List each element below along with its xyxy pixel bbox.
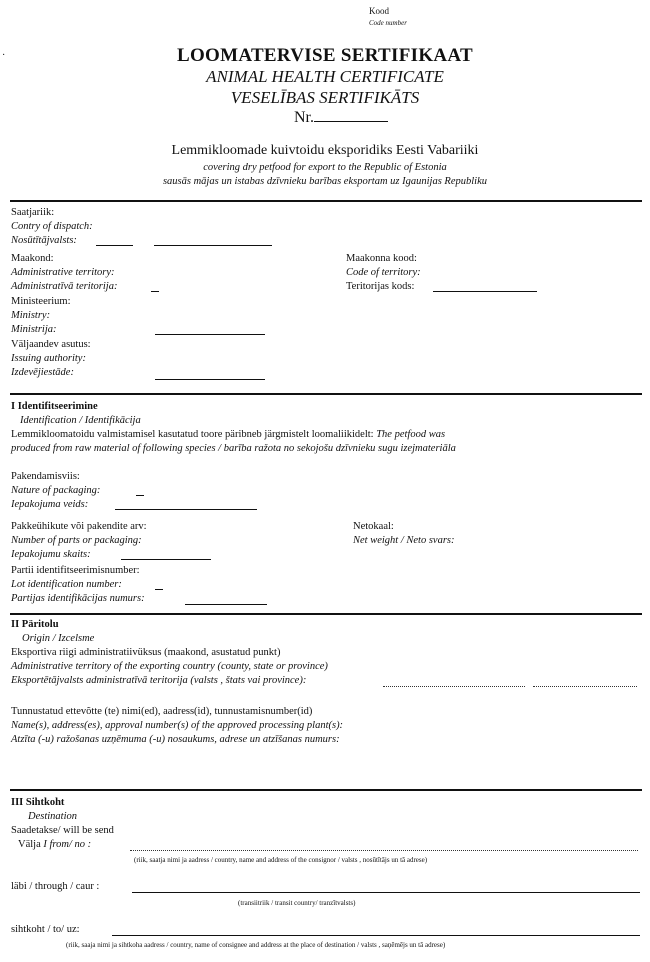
send-label: Saadetakse/ will be send [11, 825, 114, 836]
authority-label-et: Väljaandev asutus: [11, 339, 91, 350]
certificate-number-field[interactable] [314, 111, 388, 122]
lot-label-et: Partii identifitseerimisnumber: [11, 565, 140, 576]
divider [10, 393, 642, 395]
county-label-en: Administrative territory: [11, 267, 115, 278]
packaging-field-a[interactable] [136, 495, 144, 496]
country-field-a[interactable] [96, 245, 133, 246]
from-field[interactable] [130, 850, 638, 851]
territory-field-a[interactable] [383, 686, 525, 687]
territory-code-label-lv: Teritorijas kods: [346, 281, 415, 292]
code-label-en: Code number [369, 19, 407, 27]
title-en: ANIMAL HEALTH CERTIFICATE [206, 67, 444, 86]
subtitle-et: Lemmikloomade kuivtoidu eksporidiks Eesti Vabariiki [171, 143, 479, 158]
title-lv: VESELĪBAS SERTIFIKĀTS [230, 88, 420, 107]
territory-label-lv: Eksportētājvalsts administratīvā teritorija (valsts , štats vai province): [11, 675, 307, 686]
parts-field[interactable] [121, 559, 211, 560]
subtitle-en: covering dry petfood for export to the Republic of Estonia [203, 162, 447, 173]
lot-label-lv: Partijas identifikācijas numurs: [11, 593, 145, 604]
from-label-et: Välja [18, 839, 41, 850]
packaging-label-lv: Iepakojuma veids: [11, 499, 89, 510]
code-label: Kood [369, 6, 389, 16]
destination-label: sihtkoht / to/ uz: [11, 924, 80, 935]
section2-subheading: Origin / Izcelsme [22, 633, 95, 644]
country-field[interactable] [154, 245, 272, 246]
authority-field[interactable] [155, 379, 265, 380]
section1-subheading: Identification / Identifikācija [20, 415, 141, 426]
territory-field-b[interactable] [533, 686, 637, 687]
title-et: LOOMATERVISE SERTIFIKAAT [176, 45, 474, 66]
authority-label-en: Issuing authority: [11, 353, 86, 364]
county-label-et: Maakond: [11, 253, 54, 264]
territory-code-label-en: Code of territory: [346, 267, 421, 278]
parts-label-en: Number of parts or packaging: [11, 535, 142, 546]
country-label-lv: Nosūtītājvalsts: [11, 235, 77, 246]
species-text-en: The petfood was [376, 429, 446, 440]
territory-code-label-et: Maakonna kood: [346, 253, 417, 264]
parts-label-lv: Iepakojumu skaits: [11, 549, 91, 560]
ministry-label-lv: Ministrija: [11, 324, 57, 335]
country-label-et: Saatjariik: [11, 207, 55, 218]
divider [10, 789, 642, 791]
net-weight-label-en: Net weight / Neto svars: [353, 535, 455, 546]
subtitle-lv: sausās mājas un istabas dzīvnieku barības eksportam uz Igaunijas Republiku [162, 176, 488, 187]
county-field[interactable] [151, 291, 159, 292]
packaging-field[interactable] [115, 509, 257, 510]
country-label-en: Contry of dispatch: [11, 221, 93, 232]
from-label [18, 838, 91, 851]
authority-label-lv: Izdevējiestāde: [11, 367, 74, 378]
lot-field-a[interactable] [155, 589, 163, 590]
county-label-lv: Administratīvā teritorija: [11, 281, 118, 292]
section2-heading: II Päritolu [11, 619, 59, 630]
species-text-et: Lemmikloomatoidu valmistamisel kasutatud toore päribneb järgmistelt loomaliikidelt: [11, 429, 374, 440]
through-field[interactable] [132, 892, 640, 893]
ministry-label-en: Ministry: [11, 310, 51, 321]
section3-heading: III Sihtkoht [11, 797, 65, 808]
territory-code-field[interactable] [433, 291, 537, 292]
stray-mark: · [2, 50, 6, 61]
territory-label-en: Administrative territory of the exporting country (county, state or province) [11, 661, 328, 672]
ministry-field[interactable] [155, 334, 265, 335]
destination-note: (riik, saaja nimi ja sihtkoha aadress / country, name of consignee and address at the place of destination / valsts , saņēmējs un tā adrese) [66, 941, 446, 949]
plant-label-et: Tunnustatud ettevõtte (te) nimi(ed), aadress(id), tunnustamisnumber(id) [11, 706, 313, 717]
species-text [11, 428, 445, 441]
lot-label-en: Lot identification number: [11, 579, 122, 590]
territory-label-et: Eksportiva riigi administratiivüksus (maakond, asustatud punkt) [11, 647, 281, 658]
section3-subheading: Destination [28, 811, 77, 822]
ministry-label-et: Ministeerium: [11, 296, 71, 307]
destination-field[interactable] [112, 935, 640, 936]
through-note: (transiitriik / transit country/ tranzītvalsts) [238, 899, 356, 907]
divider [10, 613, 642, 615]
plant-label-en: Name(s), address(es), approval number(s) of the approved processing plant(s): [11, 720, 344, 731]
parts-label-et: Pakkeühikute või pakendite arv: [11, 521, 147, 532]
species-text-continued: produced from raw material of following species / barība ražota no sekojošu dzīvnieku sugu izejmateriāla [11, 443, 456, 454]
plant-label-lv: Atzīta (-u) ražošanas uzņēmuma (-u) nosaukums, adrese un atzīšanas numurs: [11, 734, 340, 745]
from-note: (riik, saatja nimi ja aadress / country, name and address of the consignor / valsts , nosūtītājs un tā adrese) [134, 856, 428, 864]
certificate-number-label: Nr. [294, 109, 388, 127]
through-label: läbi / through / caur : [11, 881, 100, 892]
net-weight-label-et: Netokaal: [353, 521, 394, 532]
packaging-label-et: Pakendamisviis: [11, 471, 80, 482]
lot-field[interactable] [185, 604, 267, 605]
section1-heading: I Identifitseerimine [11, 401, 98, 412]
from-label-rest: I from/ no : [43, 839, 92, 850]
divider [10, 200, 642, 202]
packaging-label-en: Nature of packaging: [11, 485, 101, 496]
